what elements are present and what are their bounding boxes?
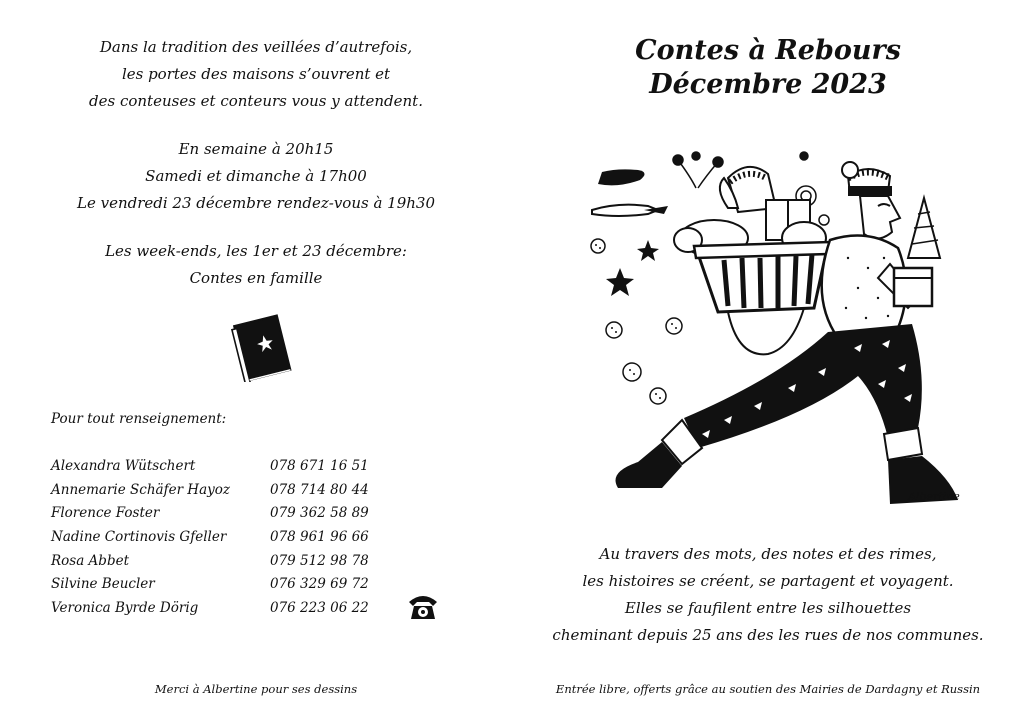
contact-name: Annemarie Schäfer Hayoz [51, 481, 231, 498]
title-line: Contes à Rebours [635, 35, 901, 66]
contact-phone: 076 223 06 22 [270, 600, 369, 617]
contact-phone: 078 714 80 44 [270, 481, 369, 498]
family-line: Contes en famille [189, 269, 323, 287]
poem-text [512, 541, 1024, 649]
contact-list [51, 458, 381, 624]
family-text [0, 238, 512, 292]
credit-text: Merci à Albertine pour ses dessins [154, 682, 358, 696]
right-panel [512, 0, 1024, 724]
contact-row [51, 600, 381, 624]
contact-row [51, 505, 381, 529]
intro-line: Dans la tradition des veillées d’autrefois, [99, 38, 413, 56]
contact-row [51, 482, 381, 506]
contact-name: Rosa Abbet [51, 552, 130, 569]
contact-row [51, 529, 381, 553]
contact-phone: 079 512 98 78 [270, 552, 369, 569]
family-line: Les week-ends, les 1er et 23 décembre: [105, 242, 407, 260]
contact-phone: 078 961 96 66 [270, 529, 369, 546]
contact-phone: 076 329 69 72 [270, 576, 369, 593]
telephone-icon [405, 590, 441, 622]
contact-name: Florence Foster [51, 505, 160, 522]
poem-line: cheminant depuis 25 ans des les rues de nos communes. [552, 626, 984, 644]
contact-name: Veronica Byrde Dörig [51, 600, 199, 617]
contact-name: Silvine Beucler [51, 576, 155, 593]
book-icon [228, 312, 296, 382]
intro-line: les portes des maisons s’ouvrent et [121, 65, 391, 83]
storyteller-illustration [578, 148, 968, 518]
schedule-line: Le vendredi 23 décembre rendez-vous à 19h30 [76, 194, 436, 212]
poem-line: les histoires se créent, se partagent et voyagent. [582, 572, 954, 590]
poem-line: Elles se faufilent entre les silhouettes [624, 599, 912, 617]
page-title [512, 34, 1024, 102]
footer-text: Entrée libre, offerts grâce au soutien des Mairies de Dardagny et Russin [555, 682, 981, 696]
intro-text [0, 34, 512, 115]
schedule-line: Samedi et dimanche à 17h00 [145, 167, 367, 185]
schedule-line: En semaine à 20h15 [178, 140, 334, 158]
contact-name: Alexandra Wütschert [51, 458, 196, 474]
contact-phone: 079 362 58 89 [270, 505, 369, 522]
schedule-text [0, 136, 512, 217]
poem-line: Au travers des mots, des notes et des rimes, [599, 545, 937, 563]
contact-row [51, 576, 381, 600]
intro-line: des conteuses et conteurs vous y attendent. [89, 92, 423, 110]
info-heading: Pour tout renseignement: [51, 411, 227, 427]
contact-phone: 078 671 16 51 [270, 458, 369, 474]
contact-row [51, 458, 381, 482]
contact-row [51, 553, 381, 577]
artist-signature: Albertine [908, 490, 960, 503]
title-line: Décembre 2023 [649, 69, 887, 100]
contact-name: Nadine Cortinovis Gfeller [51, 529, 227, 546]
